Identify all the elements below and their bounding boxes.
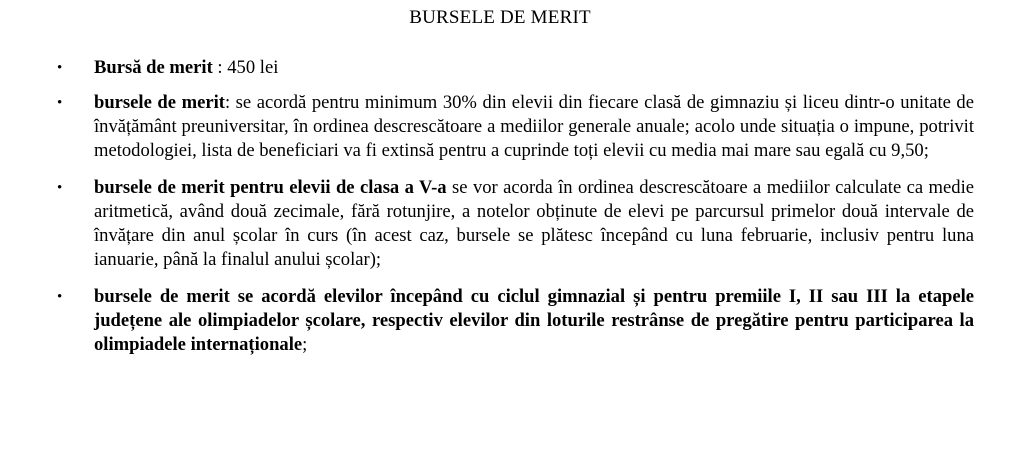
list-item-general-merit bbox=[0, 91, 1024, 163]
list-item-body: ; bbox=[302, 334, 308, 355]
list-item-fifth-grade-merit bbox=[0, 176, 1024, 272]
list-item-lead: bursele de merit bbox=[94, 92, 225, 113]
bullet-icon: • bbox=[57, 180, 63, 196]
list-item-body: : se acordă pentru minimum 30% din elevii din fiecare clasă de gimnaziu și liceu dintr-o unitate de învățământ preuniversitar, în ordinea descrescătoare a mediilor generale anuale; acolo unde situația o impune, potrivit metodologiei, lista de beneficiari va fi extinsă pentru a cuprinde toți elevii cu media mai mare sau egală cu 9,50; bbox=[94, 92, 974, 161]
list-item-lead: bursele de merit pentru elevii de clasa a V-a bbox=[94, 177, 447, 198]
list-item-text bbox=[94, 285, 974, 357]
scholarship-bullet-list bbox=[0, 56, 1024, 357]
list-item-text bbox=[94, 91, 974, 163]
list-item-lead: bursele de merit se acordă elevilor începând cu ciclul gimnazial și pentru premiile I, II sau III la etapele județene ale olimpiadelor școlare, respectiv elevilor din loturile restrânse de pregătire pentru participarea la olimpiadele internaționale bbox=[94, 286, 974, 355]
document-title: BURSELE DE MERIT bbox=[409, 7, 591, 28]
list-item-olympiad-merit bbox=[0, 285, 1024, 357]
list-item-lead: Bursă de merit bbox=[94, 57, 213, 78]
list-item-merit-amount bbox=[0, 56, 1024, 80]
bullet-icon: • bbox=[57, 289, 63, 305]
list-item-body: se vor acorda în ordinea descrescătoare a mediilor calculate ca medie aritmetică, având două zecimale, fără rotunjire, a notelor obținute de elevi pe parcursul primelor două intervale de învățare din anul școlar în curs (în acest caz, bursele se plătesc începând cu luna februarie, inclusiv pentru luna ianuarie, până la finalul anului școlar); bbox=[94, 177, 974, 270]
bullet-icon: • bbox=[57, 95, 63, 111]
list-item-body: : 450 lei bbox=[212, 57, 279, 78]
list-item-text bbox=[94, 176, 974, 272]
list-item-text bbox=[94, 56, 974, 80]
bullet-icon: • bbox=[57, 60, 63, 76]
